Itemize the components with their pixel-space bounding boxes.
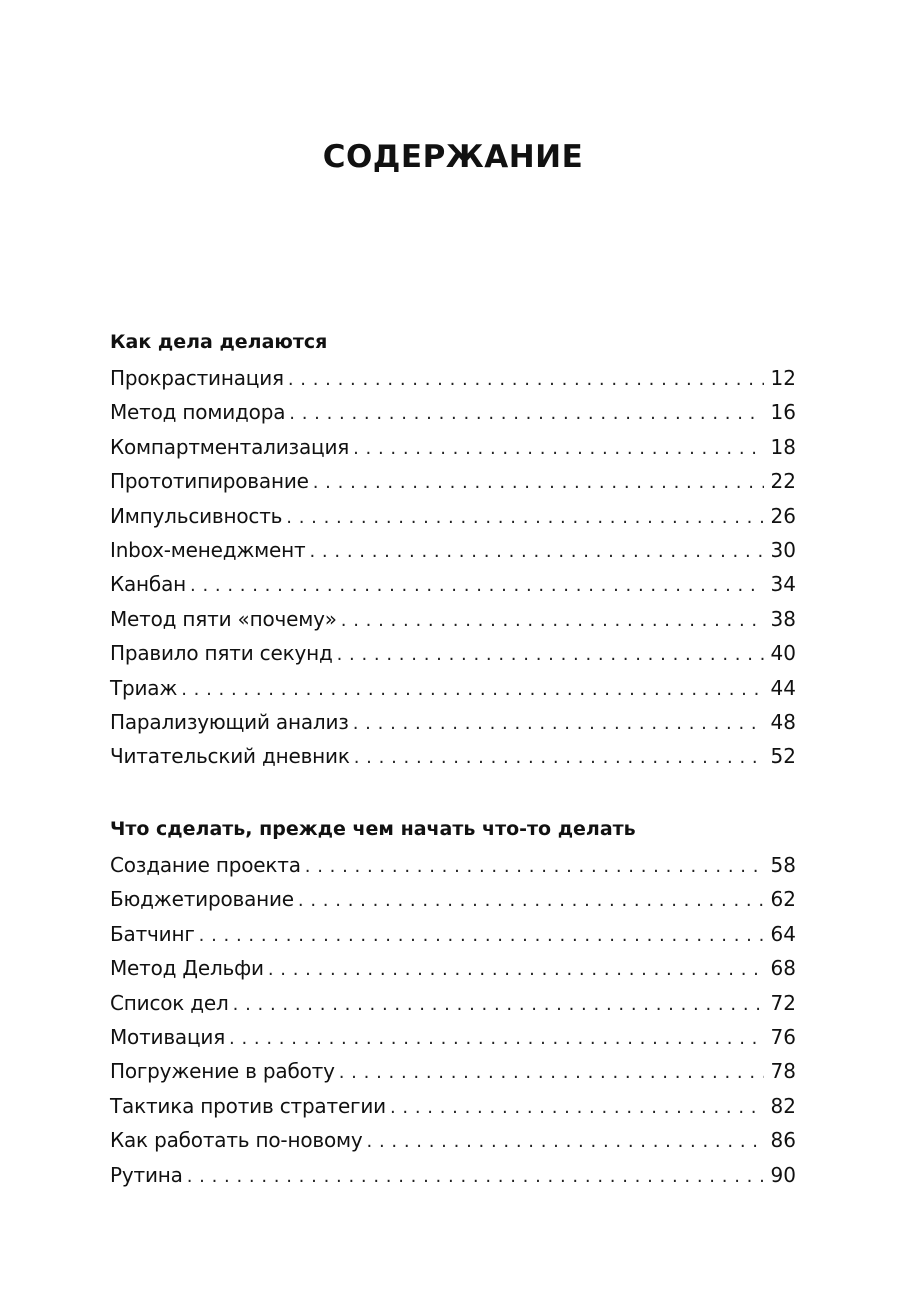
entry-title: Парализующий анализ [110, 709, 349, 734]
entry-page-number: 68 [770, 956, 796, 981]
dot-leader [199, 919, 764, 953]
dot-leader [181, 673, 764, 707]
toc-entry [110, 361, 796, 395]
entry-page-number: 72 [770, 990, 796, 1015]
toc-entry [110, 1089, 796, 1123]
entry-title: Правило пяти секунд [110, 641, 333, 666]
entry-page-number: 86 [770, 1128, 796, 1153]
entry-title: Прокрастинация [110, 366, 284, 390]
entry-page-number: 22 [770, 469, 796, 494]
dot-leader [354, 741, 764, 775]
toc-entry [110, 951, 796, 985]
toc-entry [110, 499, 796, 533]
toc-entry [110, 1054, 796, 1088]
toc-entry [110, 430, 796, 464]
entry-title: Мотивация [110, 1024, 226, 1049]
dot-leader [313, 466, 764, 500]
toc-entry [110, 848, 796, 882]
dot-leader [286, 501, 764, 535]
entry-title: Создание проекта [110, 853, 301, 877]
section-heading: Как дела делаются [110, 331, 328, 353]
entry-title: Триаж [110, 675, 178, 700]
entry-title: Метод помидора [110, 400, 286, 425]
entry-title: Погружение в работу [110, 1059, 335, 1084]
entry-title: Рутина [110, 1162, 183, 1187]
toc-entry [110, 882, 796, 916]
toc-entry [110, 1020, 796, 1054]
section-heading: Что сделать, прежде чем начать что-то делать [110, 818, 636, 840]
toc-entry [110, 567, 796, 601]
entry-title: Список дел [110, 990, 229, 1015]
toc-entry [110, 395, 796, 429]
entry-page-number: 52 [770, 744, 796, 769]
toc-entry [110, 602, 796, 636]
entry-page-number: 44 [770, 675, 796, 700]
entry-page-number: 48 [770, 709, 796, 734]
toc-entry [110, 917, 796, 951]
toc-entry [110, 1123, 796, 1157]
dot-leader [339, 1056, 764, 1090]
entry-page-number: 26 [770, 503, 796, 528]
entry-title: Метод Дельфи [110, 956, 264, 981]
dot-leader [341, 604, 764, 638]
entry-title: Читательский дневник [110, 744, 350, 769]
toc-entry [110, 705, 796, 739]
dot-leader [367, 1125, 764, 1159]
entry-page-number: 34 [770, 572, 796, 597]
entry-title: Метод пяти «почему» [110, 606, 337, 631]
dot-leader [190, 569, 764, 603]
dot-leader [337, 638, 764, 672]
entry-title: Батчинг [110, 921, 195, 946]
entry-title: Тактика против стратегии [110, 1093, 386, 1118]
entry-title: Как работать по-новому [110, 1128, 363, 1153]
toc-section-2 [110, 814, 796, 1192]
entry-page-number: 18 [770, 434, 796, 459]
dot-leader [268, 953, 764, 987]
entry-page-number: 12 [770, 366, 796, 390]
dot-leader [298, 884, 764, 918]
entry-page-number: 78 [770, 1059, 796, 1084]
dot-leader [309, 535, 764, 569]
entry-page-number: 40 [770, 641, 796, 666]
entry-title: Бюджетирование [110, 887, 294, 912]
entry-page-number: 62 [770, 887, 796, 912]
dot-leader [353, 707, 764, 741]
entry-page-number: 90 [770, 1162, 796, 1187]
entry-page-number: 30 [770, 537, 796, 562]
entry-page-number: 58 [770, 853, 796, 877]
entry-page-number: 64 [770, 921, 796, 946]
dot-leader [289, 397, 764, 431]
toc-section-1 [110, 327, 796, 774]
entry-page-number: 82 [770, 1093, 796, 1118]
entry-page-number: 16 [770, 400, 796, 425]
page-title: СОДЕРЖАНИЕ [322, 139, 584, 175]
toc-entry [110, 464, 796, 498]
entry-title: Inbox-менеджмент [110, 537, 306, 562]
toc-entry [110, 533, 796, 567]
entry-page-number: 76 [770, 1024, 796, 1049]
dot-leader [233, 988, 764, 1022]
dot-leader [353, 432, 764, 466]
dot-leader [229, 1022, 764, 1056]
entry-title: Импульсивность [110, 503, 283, 528]
dot-leader [187, 1160, 764, 1194]
entry-title: Канбан [110, 572, 186, 597]
dot-leader [288, 363, 764, 397]
toc-entry [110, 1158, 796, 1192]
toc-entry [110, 636, 796, 670]
dot-leader [390, 1091, 764, 1125]
toc-entry [110, 671, 796, 705]
entry-page-number: 38 [770, 606, 796, 631]
toc-entry [110, 739, 796, 773]
toc-entry [110, 986, 796, 1020]
entry-title: Компартментализация [110, 434, 350, 459]
dot-leader [305, 850, 764, 884]
entry-title: Прототипирование [110, 469, 309, 494]
